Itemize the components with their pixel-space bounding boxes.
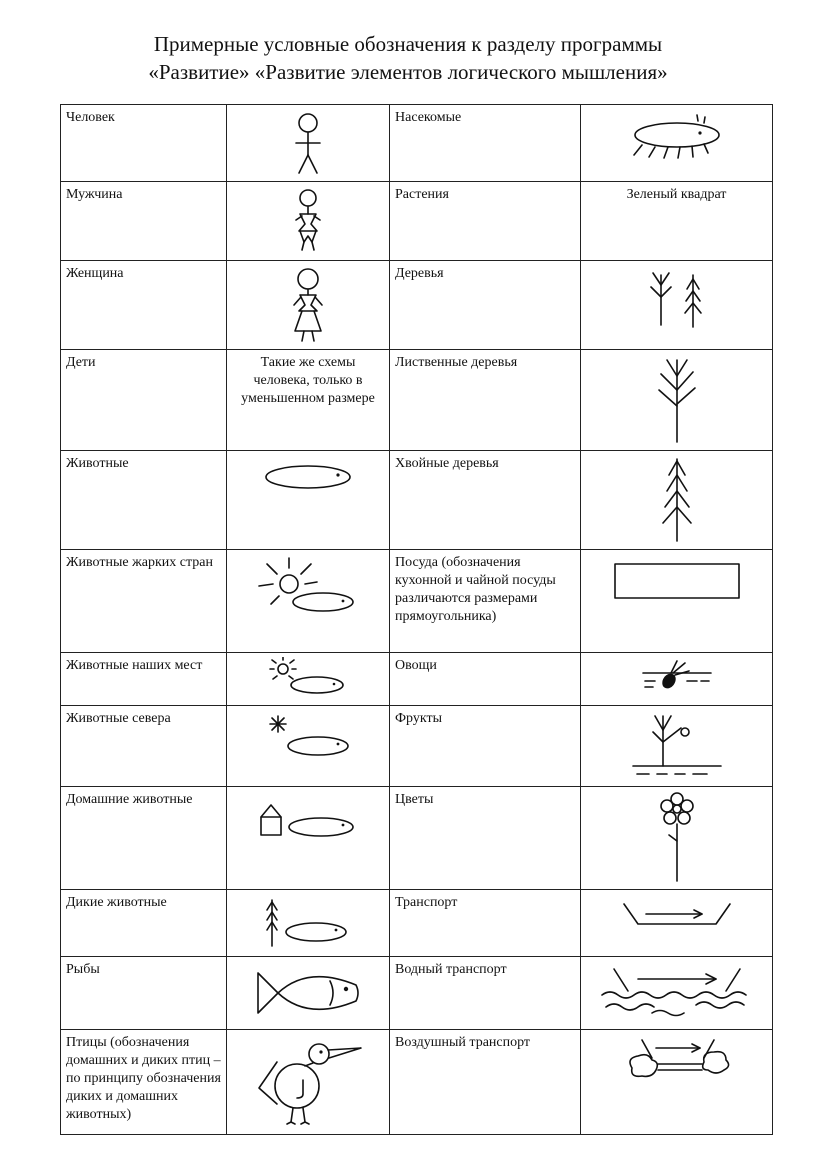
children-note: Такие же схемы человека, только в уменьшенном размере [227, 350, 390, 451]
house-animal-icon [253, 791, 363, 861]
symbol-cell [227, 890, 390, 957]
label-cell: Деревья [390, 261, 581, 350]
snowflake-animal-icon [258, 710, 358, 770]
air-transport-icon [612, 1034, 742, 1094]
title-line-1: Примерные условные обозначения к разделу программы [153, 32, 663, 56]
label-cell: Водный транспорт [390, 957, 581, 1030]
title-line-2: «Развитие» «Развитие элементов логического мышления» [148, 60, 668, 84]
table-row [61, 890, 773, 957]
table-row [61, 957, 773, 1030]
woman-icon [285, 265, 331, 345]
deciduous-tree-icon [647, 354, 707, 446]
symbol-cell [581, 451, 773, 550]
symbols-table [60, 104, 773, 1135]
table-row [61, 706, 773, 787]
label-cell: Животные наших мест [61, 653, 227, 706]
plants-note: Зеленый квадрат [581, 182, 773, 261]
table-row [61, 550, 773, 653]
table-row [61, 350, 773, 451]
table-row [61, 1030, 773, 1135]
man-icon [288, 186, 328, 256]
transport-icon [612, 894, 742, 944]
vegetable-icon [637, 657, 717, 701]
symbol-cell [227, 451, 390, 550]
label-cell: Овощи [390, 653, 581, 706]
page-title [0, 30, 816, 86]
symbol-cell [227, 957, 390, 1030]
label-cell: Мужчина [61, 182, 227, 261]
label-cell: Посуда (обозначения кухонной и чайной посуды различаются размерами прямоугольника) [390, 550, 581, 653]
symbol-cell [227, 653, 390, 706]
fruit-icon [627, 710, 727, 782]
label-cell: Растения [390, 182, 581, 261]
label-cell: Воздушный транспорт [390, 1030, 581, 1135]
trees-icon [637, 265, 717, 341]
label-cell: Дикие животные [61, 890, 227, 957]
animal-oval-icon [258, 455, 358, 515]
bird-icon [243, 1034, 373, 1130]
insect-icon [622, 109, 732, 169]
symbol-cell [581, 787, 773, 890]
water-transport-icon [592, 961, 762, 1023]
symbol-cell [227, 261, 390, 350]
table-row [61, 182, 773, 261]
symbol-cell [581, 890, 773, 957]
label-cell: Животные жарких стран [61, 550, 227, 653]
label-cell: Насекомые [390, 105, 581, 182]
label-cell: Фрукты [390, 706, 581, 787]
flower-icon [647, 791, 707, 885]
symbol-cell [581, 261, 773, 350]
label-cell: Хвойные деревья [390, 451, 581, 550]
tree-animal-icon [258, 894, 358, 952]
label-cell: Лиственные деревья [390, 350, 581, 451]
table-row [61, 261, 773, 350]
symbol-cell [227, 706, 390, 787]
symbol-cell [581, 706, 773, 787]
person-icon [288, 109, 328, 177]
label-cell: Животные севера [61, 706, 227, 787]
symbol-cell [581, 653, 773, 706]
hot-sun-animal-icon [253, 554, 363, 648]
label-cell: Женщина [61, 261, 227, 350]
symbol-cell [227, 105, 390, 182]
symbol-cell [581, 1030, 773, 1135]
symbol-cell [581, 105, 773, 182]
label-cell: Домашние животные [61, 787, 227, 890]
symbol-cell [581, 550, 773, 653]
symbol-cell [227, 550, 390, 653]
label-cell: Дети [61, 350, 227, 451]
rectangle-icon [607, 554, 747, 604]
table-row [61, 787, 773, 890]
label-cell: Птицы (обозначения домашних и диких птиц – по принципу обозначения диких и домашних животных) [61, 1030, 227, 1135]
symbol-cell [227, 182, 390, 261]
fish-icon [248, 961, 368, 1025]
table-row [61, 653, 773, 706]
small-sun-animal-icon [263, 657, 353, 701]
label-cell: Человек [61, 105, 227, 182]
symbol-cell [581, 957, 773, 1030]
table-row [61, 105, 773, 182]
symbol-cell [227, 787, 390, 890]
label-cell: Транспорт [390, 890, 581, 957]
label-cell: Цветы [390, 787, 581, 890]
table-row [61, 451, 773, 550]
label-cell: Рыбы [61, 957, 227, 1030]
label-cell: Животные [61, 451, 227, 550]
conifer-tree-icon [647, 455, 707, 545]
symbol-cell [227, 1030, 390, 1135]
symbol-cell [581, 350, 773, 451]
